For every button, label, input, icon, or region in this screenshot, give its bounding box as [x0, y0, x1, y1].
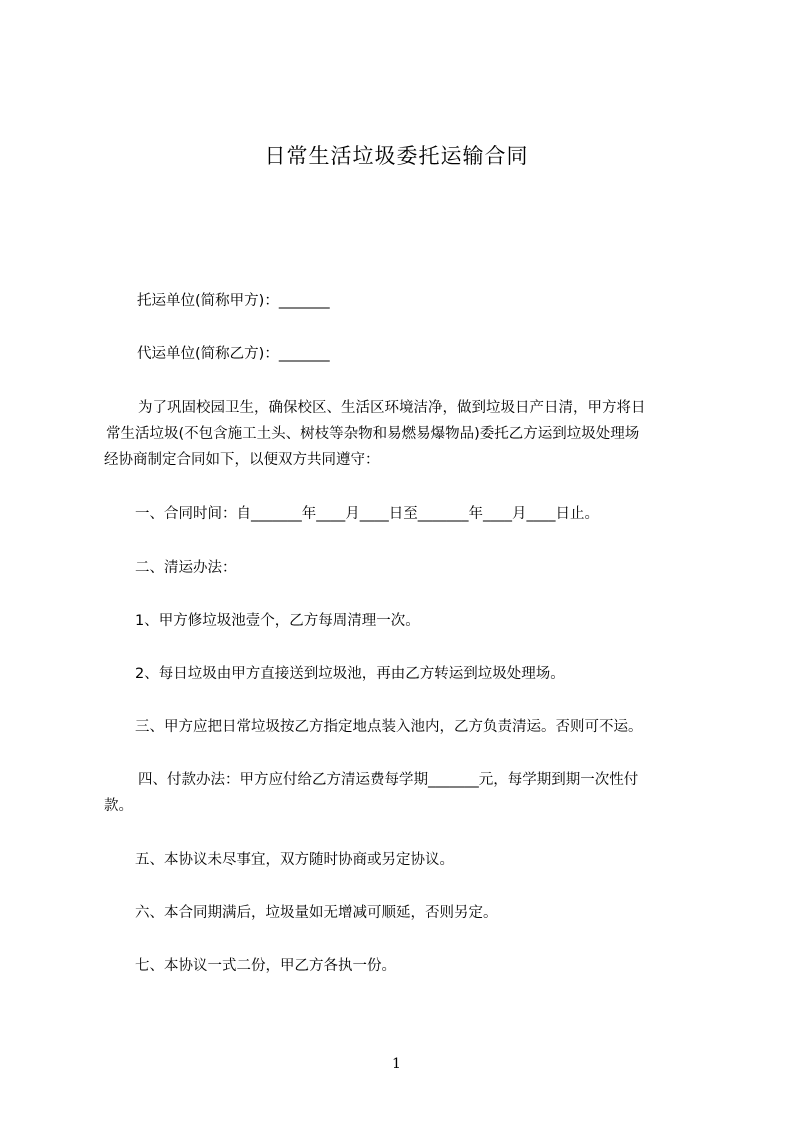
page-number: 1	[392, 1056, 401, 1072]
clause-7: 七、本协议一式二份，甲乙方各执一份。	[135, 958, 396, 974]
clause-2-heading: 二、清运办法：	[135, 560, 237, 576]
clause-2-item-1: 1、甲方修垃圾池壹个，乙方每周清理一次。	[135, 613, 420, 629]
intro-line-1: 为了巩固校园卫生，确保校区、生活区环境洁净，做到垃圾日产日清，甲方将日	[138, 400, 646, 416]
clause-2-item-2: 2、每日垃圾由甲方直接送到垃圾池，再由乙方转运到垃圾处理场。	[135, 666, 565, 682]
consignor-line: 托运单位(简称甲方)：_______	[137, 293, 330, 309]
document-title: 日常生活垃圾委托运输合同	[264, 144, 529, 168]
clause-4-line-2: 款。	[104, 798, 133, 814]
intro-line-3: 经协商制定合同如下，以便双方共同遵守：	[104, 452, 380, 468]
clause-1-contract-period: 一、合同时间：自_______年____月____日至_______年____月____日止。	[135, 506, 599, 522]
carrier-line: 代运单位(简称乙方)：_______	[137, 346, 330, 362]
clause-4-payment	[104, 767, 704, 819]
clause-6: 六、本合同期满后，垃圾量如无增减可顺延，否则另定。	[135, 905, 498, 921]
intro-line-2: 常生活垃圾(不包含施工土头、树枝等杂物和易燃易爆物品)委托乙方运到垃圾处理场	[106, 426, 640, 442]
clause-5: 五、本协议未尽事宜，双方随时协商或另定协议。	[135, 852, 454, 868]
clause-3: 三、甲方应把日常垃圾按乙方指定地点装入池内，乙方负责清运。否则可不运。	[135, 719, 643, 735]
intro-paragraph	[104, 395, 704, 473]
clause-4-line-1: 四、付款办法：甲方应付给乙方清运费每学期_______元，每学期到期一次性付	[138, 772, 639, 788]
